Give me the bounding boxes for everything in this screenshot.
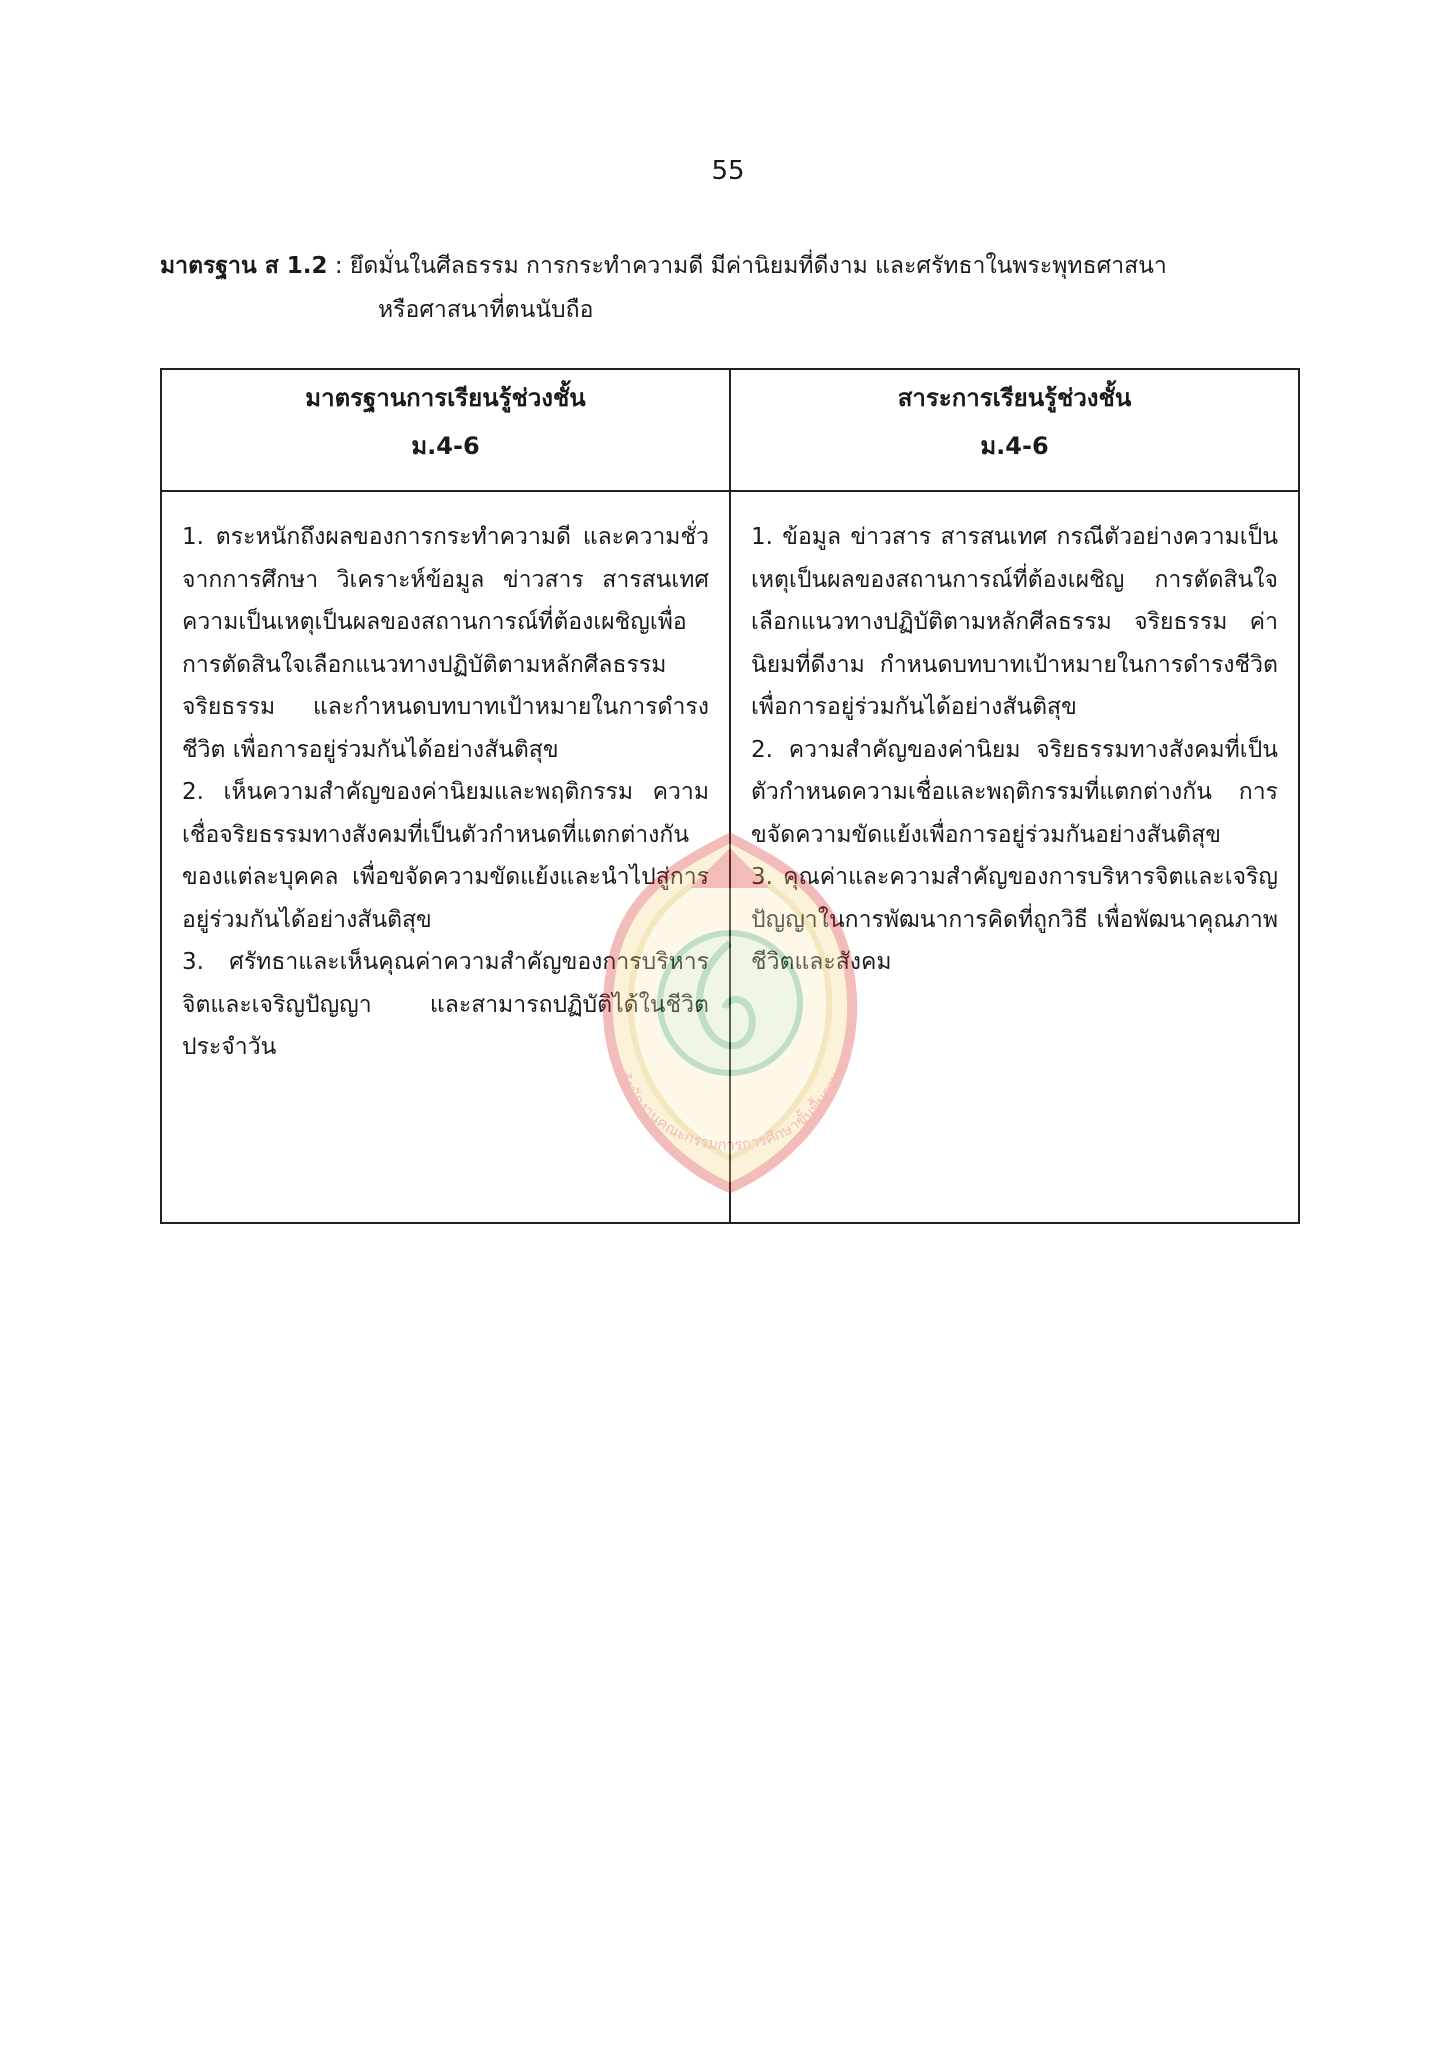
standard-heading-line1 — [160, 244, 1320, 288]
standard-separator: : — [334, 253, 343, 279]
learning-standards-cell — [161, 491, 730, 1223]
learning-content-cell — [730, 491, 1299, 1223]
header-title: มาตรฐานการเรียนรู้ช่วงชั้น — [305, 384, 586, 412]
header-title: สาระการเรียนรู้ช่วงชั้น — [897, 384, 1132, 412]
standards-table — [160, 368, 1300, 1224]
header-learning-standards — [161, 369, 730, 491]
standard-text-line1: ยึดมั่นในศีลธรรม การกระทำความดี มีค่านิยมที่ดีงาม และศรัทธาในพระพุทธศาสนา — [349, 253, 1167, 279]
list-item: 3. ศรัทธาและเห็นคุณค่าความสำคัญของการบริหารจิตและเจริญปัญญา และสามารถปฏิบัติได้ในชีวิตประจำวัน — [182, 949, 709, 1060]
table-row — [161, 491, 1299, 1223]
list-item: 2. เห็นความสำคัญของค่านิยมและพฤติกรรม ความเชื่อจริยธรรมทางสังคมที่เป็นตัวกำหนดที่แตกต่างกันของแต่ละบุคคล เพื่อขจัดความขัดแย้งและนำไปสู่การอยู่ร่วมกันได้อย่างสันติสุข — [182, 779, 709, 933]
list-item: 3. คุณค่าและความสำคัญของการบริหารจิตและเจริญปัญญาในการพัฒนาการคิดที่ถูกวิธี เพื่อพัฒนาคุณภาพชีวิตและสังคม — [751, 864, 1278, 975]
table-header-row — [161, 369, 1299, 491]
list-item: 2. ความสำคัญของค่านิยม จริยธรรมทางสังคมที่เป็นตัวกำหนดความเชื่อและพฤติกรรมที่แตกต่างกัน การขจัดความขัดแย้งเพื่อการอยู่ร่วมกันอย่างสันติสุข — [751, 736, 1278, 848]
list-item: 1. ตระหนักถึงผลของการกระทำความดี และความชั่วจากการศึกษา วิเคราะห์ข้อมูล ข่าวสาร สารสนเทศ ความเป็นเหตุเป็นผลของสถานการณ์ที่ต้องเผชิญเพื่อการตัดสินใจเลือกแนวทางปฏิบัติตามหลักศีลธรรม จริยธรรม และกำหนดบทบาทเป้าหมายในการดำรงชีวิต เพื่อการอยู่ร่วมกันได้อย่างสันติสุข — [182, 524, 709, 763]
header-level: ม.4-6 — [980, 432, 1049, 460]
standard-heading — [160, 244, 1320, 332]
list-item: 1. ข้อมูล ข่าวสาร สารสนเทศ กรณีตัวอย่างความเป็นเหตุเป็นผลของสถานการณ์ที่ต้องเผชิญ การตัดสินใจเลือกแนวทางปฏิบัติตามหลักศีลธรรม จริยธรรม ค่านิยมที่ดีงาม กำหนดบทบาทเป้าหมายในการดำรงชีวิต เพื่อการอยู่ร่วมกันได้อย่างสันติสุข — [751, 524, 1278, 720]
standard-text-line2: หรือศาสนาที่ตนนับถือ — [378, 297, 594, 323]
watermark-text: สำนักงานคณะกรรมการการศึกษาขั้นพื้นฐาน — [614, 1068, 846, 1155]
header-level: ม.4-6 — [411, 432, 480, 460]
standard-code: มาตรฐาน ส 1.2 — [160, 253, 328, 279]
page-number: 55 — [711, 156, 745, 186]
header-learning-content — [730, 369, 1299, 491]
